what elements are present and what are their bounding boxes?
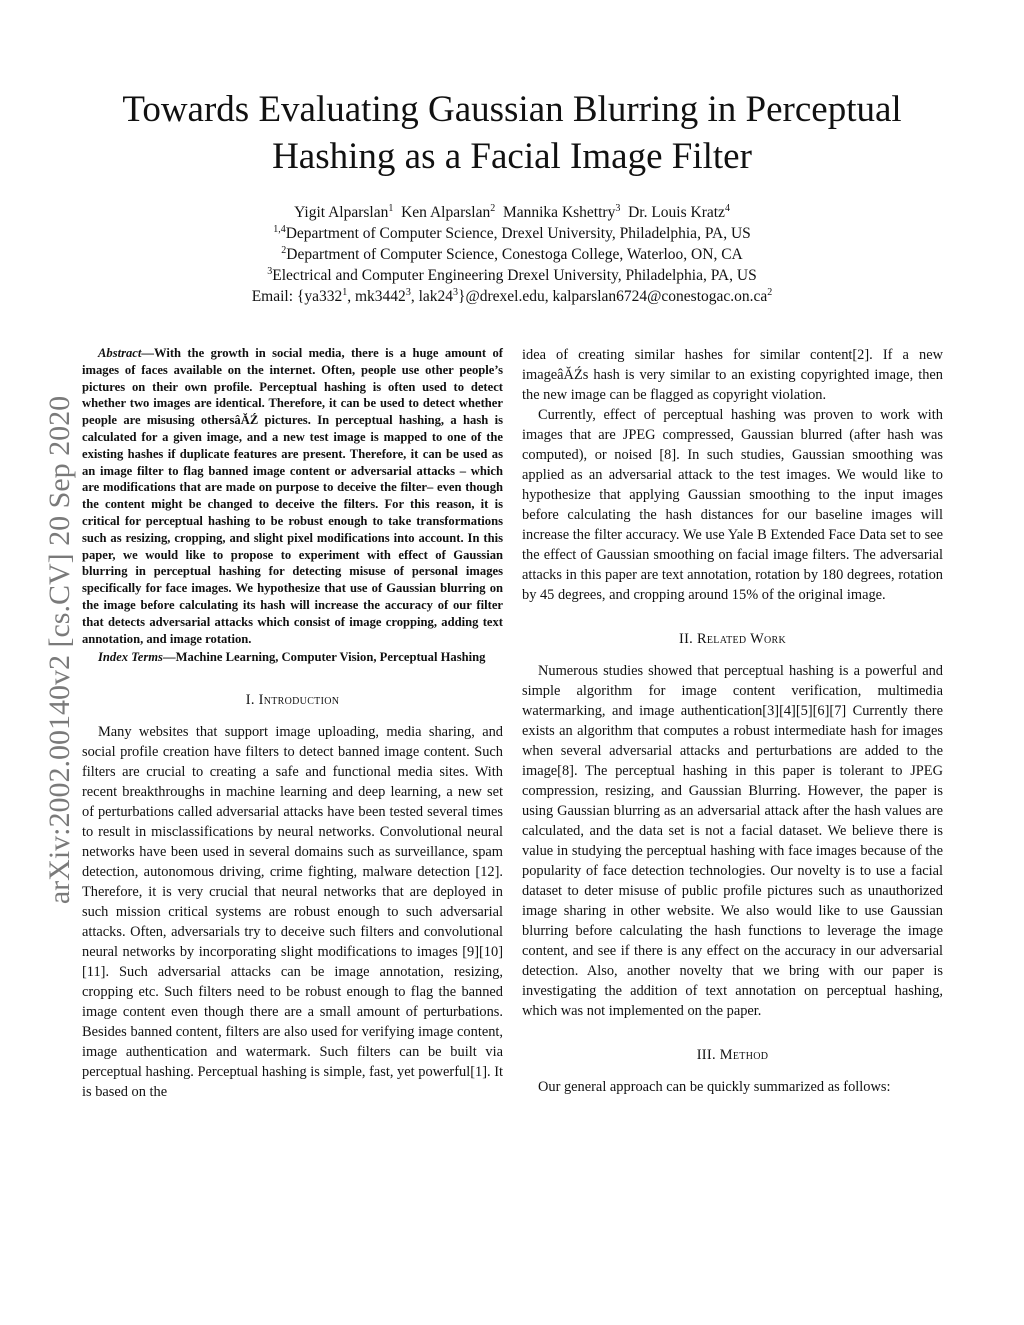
introduction-continued: idea of creating similar hashes for similar content[2]. If a new imageâĂŹs hash is very similar to an existing copyrighted image, then the new image can be flagged as copyright violation. (522, 347, 943, 403)
affiliation-text: Department of Computer Science, Drexel University, Philadelphia, PA, US (285, 225, 751, 242)
left-column (82, 345, 503, 1102)
abstract-label: Abstract (98, 346, 142, 360)
method-paragraph: Our general approach can be quickly summarized as follows: (538, 1079, 891, 1095)
author-sup: 2 (490, 202, 496, 214)
affiliation-sup: 2 (281, 244, 287, 256)
author-names (40, 202, 984, 223)
introduction-paragraph: Many websites that support image uploading, media sharing, and social profile creation have filters to detect banned image content. Such filters are crucial to creating a safe and functional media sites. With recent breakthroughs in machine learning and deep learning, a new set of perturbations called adversarial attacks have been tested several times to result in misclassifications by neural networks. Convolutional neural networks have been used in several domains such as surveillance, spam detection, autonomous driving, crime fighting, malware detection [12]. Therefore, it is very crucial that neural networks that are deployed in such mission critical systems are robust enough to such adversarial attacks. Often, adversarials try to deceive such filters and convolutional neural networks by incorporating slight modifications to images [9][10][11]. Such adversarial attacks can be image annotation, resizing, cropping etc. Such filters need to be robust enough to flag the banned image content even though there are a small amount of perturbations. Besides banned content, filters are also used for verifying image content, image authentication and watermark. Such filters can be built via perceptual hashing. Perceptual hashing is simple, fast, yet powerful[1]. It is based on the (82, 724, 503, 1101)
email-part: Email: {ya332 (251, 288, 343, 305)
section-heading-method: III. Method (696, 1047, 769, 1063)
title-line-1: Towards Evaluating Gaussian Blurring in Perceptual (122, 89, 902, 130)
email-sup: 3 (405, 286, 411, 298)
index-terms (82, 649, 503, 666)
arxiv-sidebar-id: arXiv:2002.00140v2 [cs.CV] 20 Sep 2020 (43, 395, 76, 905)
email-line (40, 286, 984, 307)
email-part: , mk3442 (347, 288, 406, 305)
affiliation (40, 244, 984, 265)
introduction-paragraph-2: Currently, effect of perceptual hashing was proven to work with images that are JPEG compressed, Gaussian blurred (after hash was computed), or noised [8]. In such studies, Gaussian smoothing was applied as an adversarial attack to the test images. We would like to hypothesize that applying Gaussian smoothing to the input images before calculating the hash distances for our baseline images will increase the filter accuracy. We use Yale B Extended Face Data set to see the effect of Gaussian smoothing on facial image filters. The adversarial attacks in this paper are text annotation, rotation by 180 degrees, rotation by 45 degrees, and cropping around 15% of the original image. (522, 407, 943, 603)
abstract (82, 345, 503, 647)
author-sup: 3 (615, 202, 621, 214)
abstract-text: —With the growth in social media, there is a huge amount of images of faces available on the internet. Often, people use other people’s pictures on their own profile. Perceptual hashing is often used to detect whether two images are identical. Therefore, it can be used to detect whether people are misusing othersâĂŹ pictures. In perceptual hashing, a hash is calculated for a given image, and a new test image is mapped to one of the existing hashes if duplicate features are present. Therefore, it can be used as an image filter to flag banned image content or adversarial attacks – which are modifications that are made on purpose to deceive the filter– even though the content might be changed to deceive the filters. For this reason, it is critical for perceptual hashing to be robust enough to take transformations such as resizing, cropping, and slight pixel modifications into account. In this paper, we would like to propose to experiment with effect of Gaussian blurring in perceptual hashing for detecting misuse of personal images specifically for face images. We hypothesize that use of Gaussian blurring on the image before calculating its hash will increase the accuracy of our filter that detects adversarial attacks which consist of image cropping, adding text annotation, and image rotation. (82, 346, 503, 646)
title-line-2: Hashing as a Facial Image Filter (272, 136, 752, 177)
affiliation-text: Electrical and Computer Engineering Drexel University, Philadelphia, PA, US (272, 267, 757, 284)
section-heading-related-work: II. Related Work (679, 631, 786, 647)
right-column (522, 345, 943, 1097)
author-block (40, 202, 984, 307)
affiliation-sup: 1,4 (273, 223, 286, 235)
affiliation-text: Department of Computer Science, Conestoga College, Waterloo, ON, CA (286, 246, 743, 263)
author-name: Ken Alparslan (401, 204, 491, 221)
email-sup: 3 (453, 286, 458, 298)
affiliation (40, 223, 984, 244)
index-terms-label: Index Terms (98, 650, 163, 665)
related-work-paragraph: Numerous studies showed that perceptual hashing is a powerful and simple algorithm for image content verification, multimedia watermarking, and image authentication[3][4][5][6][7] Currently there exists an algorithm that computes a robust intermediate hash for images when several adversarial attacks and perturbations are added to the image[8]. The perceptual hashing in this paper is tolerant to JPEG compression, resizing, and Gaussian Blurring. However, the paper is using Gaussian blurring as an adversarial attack after the hash values are calculated, and the data set is not a facial dataset. We believe there is value in studying the perceptual hashing with face images because of the popularity of face detection technologies. Our novelty is to use a facial dataset to deter misuse of public profile pictures such as unauthorized image sharing in other website. We also would like to use Gaussian blurring before calculating the hash functions to leverage the image content, and see if there is any effect on the accuracy in our adversarial detection. Also, another novelty that we bring with our paper is investigating the addition of text annotation on perceptual hashing, which was not implemented on the paper. (522, 663, 943, 1019)
email-sup: 2 (767, 286, 773, 298)
affiliation (40, 265, 984, 286)
email-part: , lak24 (410, 288, 453, 305)
index-terms-text: —Machine Learning, Computer Vision, Perceptual Hashing (162, 650, 486, 665)
section-heading-introduction: I. Introduction (245, 692, 340, 709)
author-sup: 1 (388, 202, 394, 214)
author-name: Yigit Alparslan (294, 204, 389, 221)
email-part: }@drexel.edu, kalparslan6724@conestogac.on.ca (458, 288, 768, 305)
author-sup: 4 (724, 202, 730, 214)
author-name: Dr. Louis Kratz (628, 204, 725, 221)
paper-title (40, 86, 984, 180)
email-sup: 1 (342, 286, 348, 298)
affiliation-sup: 3 (267, 265, 273, 277)
author-name: Mannika Kshettry (502, 204, 616, 221)
